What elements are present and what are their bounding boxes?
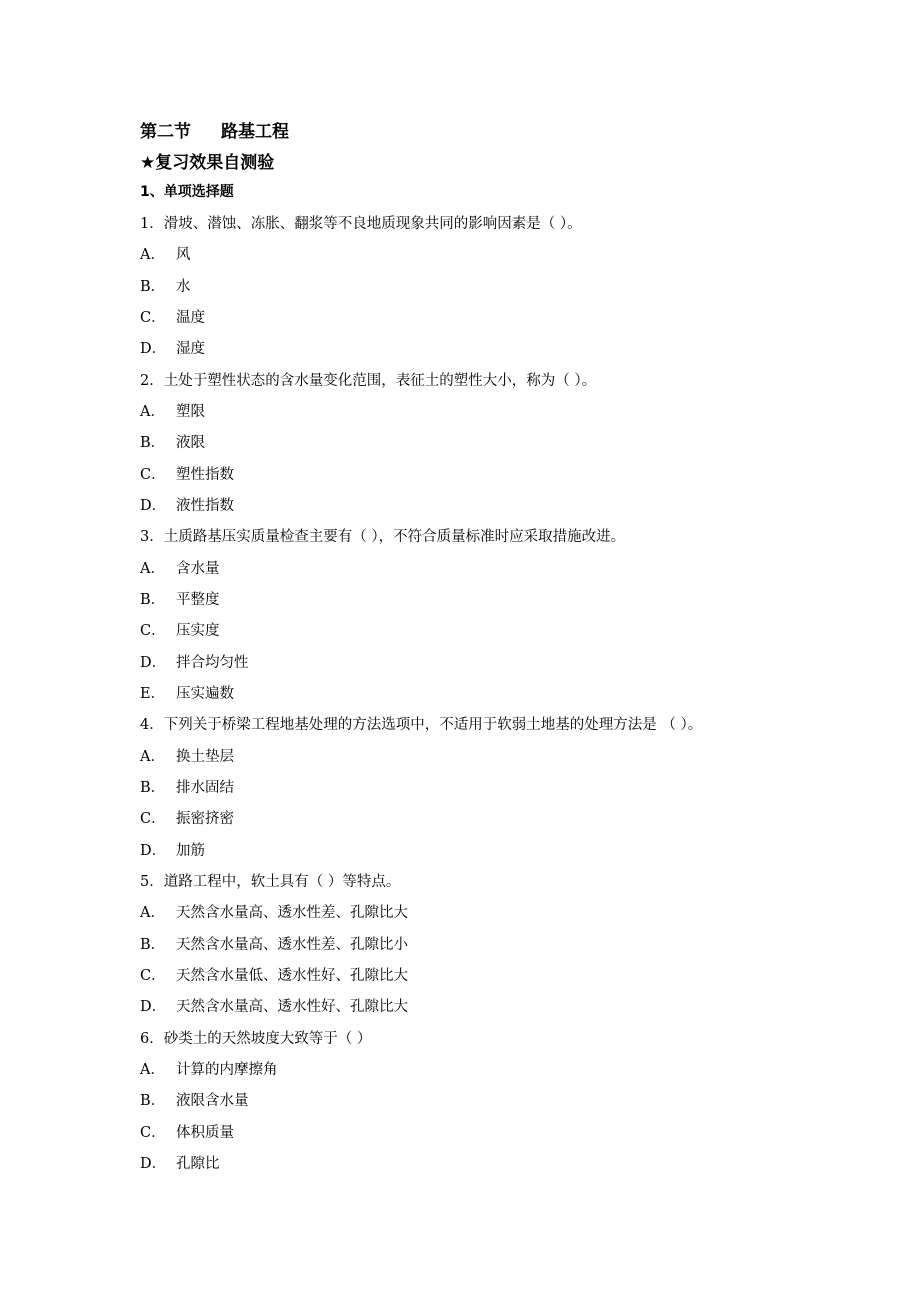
option-text: 拌合均匀性: [176, 655, 249, 671]
option-letter: B．: [140, 279, 166, 295]
option-text: 振密挤密: [176, 811, 234, 827]
option-text: 孔隙比: [176, 1156, 220, 1172]
q3-option-b: [140, 588, 220, 609]
q3-option-a: [140, 557, 220, 578]
option-letter: D．: [140, 341, 167, 357]
option-text: 风: [176, 247, 191, 263]
option-letter: B．: [140, 592, 166, 608]
q4-option-c: [140, 807, 234, 828]
q1-option-b: [140, 275, 191, 296]
question-1: 1．滑坡、潜蚀、冻胀、翻浆等不良地质现象共同的影响因素是（ ）。: [140, 216, 582, 232]
q6-option-a: [140, 1058, 278, 1079]
option-text: 换土垫层: [176, 749, 234, 765]
q4-option-d: [140, 839, 205, 860]
q2-option-a: [140, 400, 205, 421]
option-text: 液性指数: [176, 498, 234, 514]
q1-option-c: [140, 306, 205, 327]
option-text: 塑性指数: [176, 467, 234, 483]
option-letter: D．: [140, 655, 167, 671]
option-letter: D．: [140, 843, 167, 859]
option-text: 压实度: [176, 623, 220, 639]
q6-option-d: [140, 1152, 220, 1173]
option-text: 塑限: [176, 404, 205, 420]
q2-option-c: [140, 463, 234, 484]
q6-option-c: [140, 1121, 234, 1142]
option-text: 天然含水量高、透水性差、孔隙比小: [176, 937, 408, 953]
option-letter: B．: [140, 435, 166, 451]
q5-option-d: [140, 995, 408, 1016]
q1-option-a: [140, 243, 191, 264]
option-letter: A．: [140, 247, 165, 263]
option-text: 天然含水量高、透水性好、孔隙比大: [176, 999, 408, 1015]
q6-option-b: [140, 1089, 249, 1110]
question-4: 4．下列关于桥梁工程地基处理的方法选项中，不适用于软弱土地基的处理方法是 （ ）。: [140, 717, 703, 733]
question-6: 6．砂类土的天然坡度大致等于（ ）: [140, 1031, 372, 1047]
option-letter: D．: [140, 1156, 167, 1172]
option-letter: A．: [140, 561, 165, 577]
option-letter: B．: [140, 937, 166, 953]
subtitle: ★复习效果自测验: [140, 153, 275, 173]
section-number: 第二节: [140, 122, 191, 142]
option-letter: B．: [140, 780, 166, 796]
q2-option-d: [140, 494, 234, 515]
question-3: 3．土质路基压实质量检查主要有（ ），不符合质量标准时应采取措施改进。: [140, 529, 626, 545]
section-title: [140, 117, 289, 142]
option-letter: D．: [140, 498, 167, 514]
option-letter: B．: [140, 1093, 166, 1109]
q5-option-c: [140, 964, 408, 985]
q2-option-b: [140, 431, 205, 452]
option-letter: E．: [140, 686, 166, 702]
option-letter: A．: [140, 1062, 165, 1078]
option-text: 平整度: [176, 592, 220, 608]
q3-option-d: [140, 651, 249, 672]
question-2: 2．土处于塑性状态的含水量变化范围，表征土的塑性大小，称为（ ）。: [140, 373, 597, 389]
option-letter: C．: [140, 1125, 166, 1141]
option-text: 液限含水量: [176, 1093, 249, 1109]
q3-option-e: [140, 682, 234, 703]
q3-option-c: [140, 619, 220, 640]
option-letter: A．: [140, 404, 165, 420]
option-text: 含水量: [176, 561, 220, 577]
option-text: 计算的内摩擦角: [176, 1062, 278, 1078]
option-text: 水: [176, 279, 191, 295]
section-name: 路基工程: [221, 122, 289, 142]
option-text: 天然含水量低、透水性好、孔隙比大: [176, 968, 408, 984]
option-letter: C．: [140, 310, 166, 326]
option-letter: C．: [140, 623, 166, 639]
q4-option-b: [140, 776, 234, 797]
option-text: 加筋: [176, 843, 205, 859]
option-letter: A．: [140, 905, 165, 921]
option-text: 液限: [176, 435, 205, 451]
option-text: 天然含水量高、透水性差、孔隙比大: [176, 905, 408, 921]
option-letter: D．: [140, 999, 167, 1015]
option-text: 体积质量: [176, 1125, 234, 1141]
option-text: 温度: [176, 310, 205, 326]
question-type-heading: 1、单项选择题: [140, 184, 234, 200]
q5-option-a: [140, 901, 408, 922]
q4-option-a: [140, 745, 234, 766]
option-letter: C．: [140, 467, 166, 483]
question-5: 5．道路工程中，软土具有（ ）等特点。: [140, 874, 401, 890]
q5-option-b: [140, 933, 408, 954]
option-letter: C．: [140, 811, 166, 827]
option-text: 排水固结: [176, 780, 234, 796]
option-text: 湿度: [176, 341, 205, 357]
q1-option-d: [140, 337, 205, 358]
option-text: 压实遍数: [176, 686, 234, 702]
option-letter: A．: [140, 749, 165, 765]
option-letter: C．: [140, 968, 166, 984]
